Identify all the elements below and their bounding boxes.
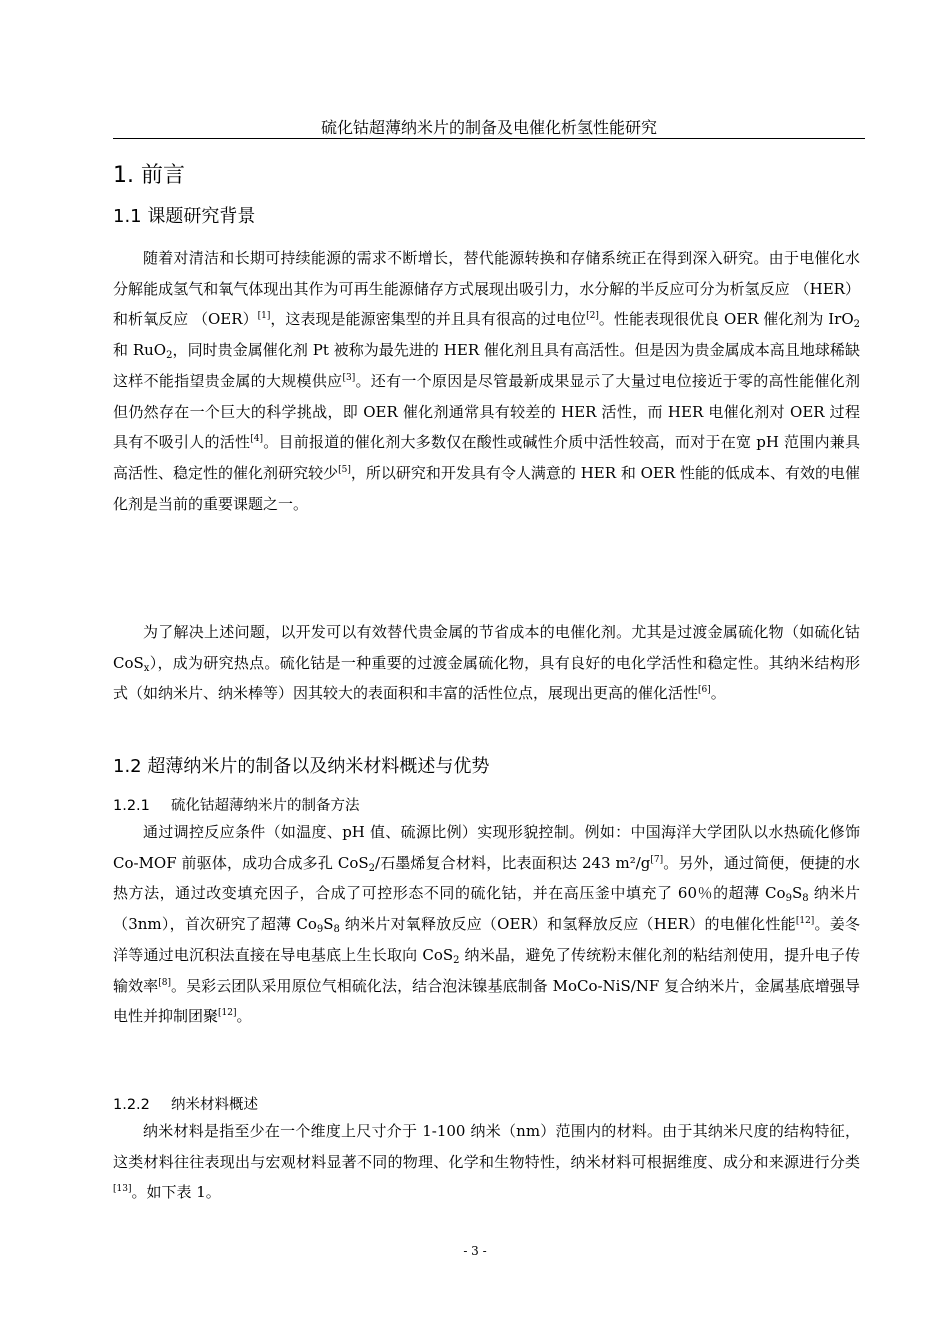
paragraph-background-1: 随着对清洁和长期可持续能源的需求不断增长，替代能源转换和存储系统正在得到深入研究。由于电催化水分解能成氢气和氧气体现出其作为可再生能源储存方式展现出吸引力，水分解的半反应可分为析氢反应 （HER） 和析氧反应 （OER）[1]，这表现是能源密集型的并且具有很高的过电位[2]。性能表现很优良 OER 催化剂为 IrO$_2$ 和 RuO$_2$，同时贵金属催化剂 Pt 被称为最先进的 HER 催化剂且具有高活性。但是因为贵金属成本高且地球稀缺这样不能指望贵金属的大规模供应[3]。还有一个原因是尽管最新成果显示了大量过电位接近于零的高性能催化剂但仍然存在一个巨大的科学挑战，即 OER 催化剂通常具有较差的 HER 活性，而 HER 电催化剂对 OER 过程具有不吸引人的活性[4]。目前报道的催化剂大多数仅在酸性或碱性介质中活性较高，而对于在宽 pH 范围内兼具高活性、稳定性的催化剂研究较少[5]，所以研究和开发具有令人满意的 HER 和 OER 性能的低成本、有效的电催化剂是当前的重要课题之一。 — [113, 249, 860, 513]
citation: [2] — [586, 311, 599, 322]
citation: [6] — [698, 685, 711, 696]
citation: [3] — [342, 372, 356, 383]
subsection-heading-1-2-1: 1.2.1 硫化钴超薄纳米片的制备方法 — [113, 798, 360, 814]
citation: [7] — [650, 854, 664, 865]
paragraph-background-2: 为了解决上述问题，以开发可以有效替代贵金属的节省成本的电催化剂。尤其是过渡金属硫化物（如硫化钴 CoS$_x$），成为研究热点。硫化钴是一种重要的过渡金属硫化物，具有良好的电化学活性和稳定性。其纳米结构形式（如纳米片、纳米棒等）因其较大的表面积和丰富的活性位点，展现出更高的催化活性[6]。 — [113, 623, 860, 703]
page-number: - 3 - — [463, 1244, 487, 1258]
paragraph-nanomaterials-overview: 纳米材料是指至少在一个维度上尺寸介于 1-100 纳米（nm）范围内的材料。由于其纳米尺度的结构特征，这类材料往往表现出与宏观材料显著不同的物理、化学和生物特性，纳米材料可根据维度、成分和来源进行分类[13]。如下表 1。 — [113, 1122, 860, 1202]
paragraph-preparation-methods: 通过调控反应条件（如温度、pH 值、硫源比例）实现形貌控制。例如：中国海洋大学团队以水热硫化修饰 Co-MOF 前驱体，成功合成多孔 CoS$_2$/石墨烯复合材料，比表面积达 243 m²/g[7]。另外，通过简便，便捷的水热方法，通过改变填充因子，合成了可控形态不同的硫化钴，并在高压釜中填充了 60％的超薄 $Co_9S_8$ 纳米片（3nm），首次研究了超薄 $Co_9S_8$ 纳米片对氧释放反应（OER）和氢释放反应（HER）的电催化性能[12]。姜冬洋等通过电沉积法直接在导电基底上生长取向 CoS$_2$ 纳米晶，避免了传统粉末催化剂的粘结剂使用，提升电子传输效率[8]。吴彩云团队采用原位气相硫化法，结合泡沫镍基底制备 MoCo-NiS/NF 复合纳米片，金属基底增强导电性并抑制团聚[12]。 — [113, 823, 860, 1026]
subsection-heading-1-2-2: 1.2.2 纳米材料概述 — [113, 1097, 258, 1113]
running-header: 硫化钴超薄纳米片的制备及电催化析氢性能研究 — [320, 118, 657, 137]
citation: [13] — [113, 1184, 132, 1195]
section-heading-1-2: 1.2 超薄纳米片的制备以及纳米材料概述与优势 — [113, 756, 490, 777]
citation: [8] — [158, 977, 171, 988]
section-heading-1-1: 1.1 课题研究背景 — [113, 206, 256, 227]
citation: [12] — [218, 1008, 237, 1019]
chapter-title: 1. 前言 — [113, 163, 185, 188]
header-rule — [113, 138, 865, 139]
citation: [1] — [257, 311, 271, 322]
citation: [5] — [338, 464, 351, 475]
citation: [12] — [795, 916, 815, 927]
citation: [4] — [250, 434, 264, 445]
